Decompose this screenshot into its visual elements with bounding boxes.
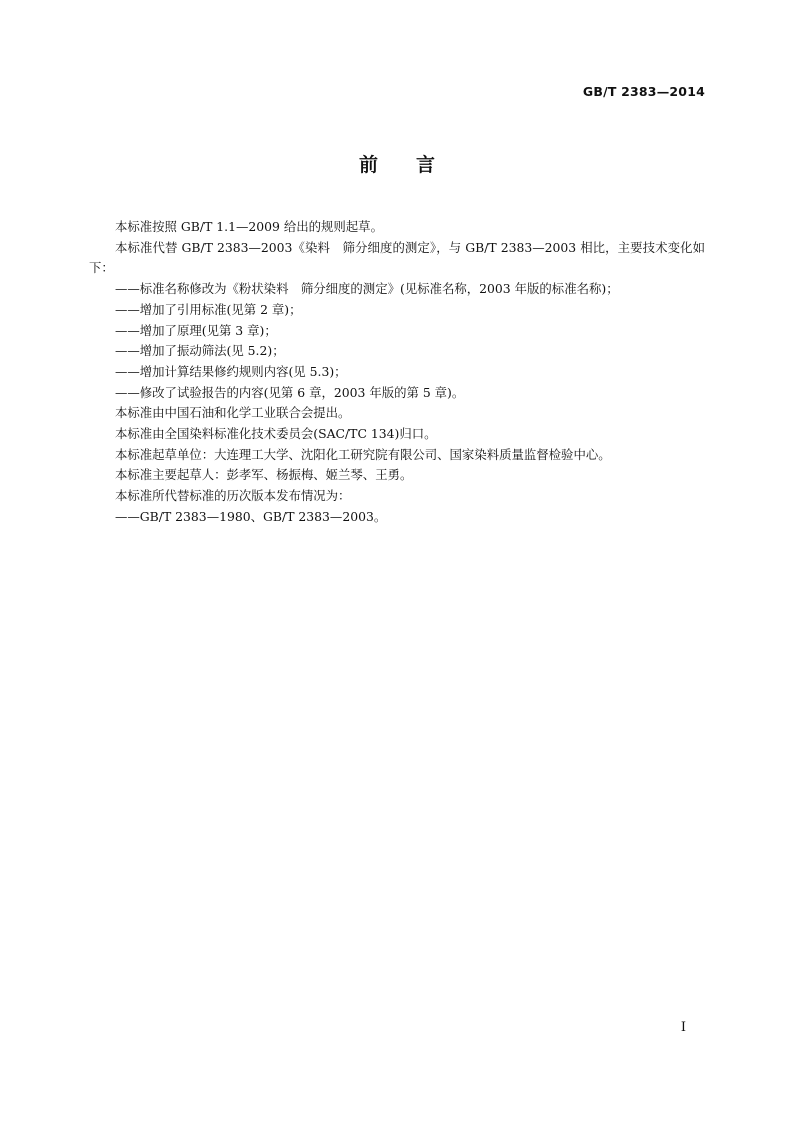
change-item: ——增加了振动筛法(见 5.2)； bbox=[115, 343, 285, 359]
change-item: ——增加了原理(见第 3 章)； bbox=[115, 322, 277, 338]
paragraph-proposed-by: 本标准由中国石油和化学工业联合会提出。 bbox=[115, 405, 351, 421]
paragraph-history-intro: 本标准所代替标准的历次版本发布情况为： bbox=[115, 488, 351, 504]
change-item: ——标准名称修改为《粉状染料 筛分细度的测定》(见标准名称，2003 年版的标准名称)； bbox=[115, 281, 619, 297]
paragraph-drafting-rules: 本标准按照 GB/T 1.1—2009 给出的规则起草。 bbox=[115, 219, 383, 234]
history-item: ——GB/T 2383—1980、GB/T 2383—2003。 bbox=[115, 508, 387, 524]
page-title bbox=[0, 150, 794, 177]
paragraph-centralized-by: 本标准由全国染料标准化技术委员会(SAC/TC 134)归口。 bbox=[115, 426, 437, 442]
change-item: ——增加了引用标准(见第 2 章)； bbox=[115, 301, 302, 317]
standard-code: GB/T 2383—2014 bbox=[582, 84, 705, 99]
title-char-1: 前 bbox=[358, 154, 378, 176]
foreword-body bbox=[89, 217, 705, 528]
change-item: ——修改了试验报告的内容(见第 6 章，2003 年版的第 5 章)。 bbox=[115, 384, 465, 400]
paragraph-replacement: 本标准代替 GB/T 2383—2003《染料 筛分细度的测定》，与 GB/T 2383—2003 相比，主要技术变化如下： bbox=[89, 239, 705, 276]
title-char-2: 言 bbox=[416, 154, 436, 176]
change-item: ——增加计算结果修约规则内容(见 5.3)； bbox=[115, 363, 347, 379]
paragraph-drafting-units: 本标准起草单位：大连理工大学、沈阳化工研究院有限公司、国家染料质量监督检验中心。 bbox=[115, 446, 611, 462]
page-number: I bbox=[680, 1020, 686, 1035]
paragraph-drafters: 本标准主要起草人：彭孝军、杨振梅、姬兰琴、王勇。 bbox=[115, 467, 413, 483]
